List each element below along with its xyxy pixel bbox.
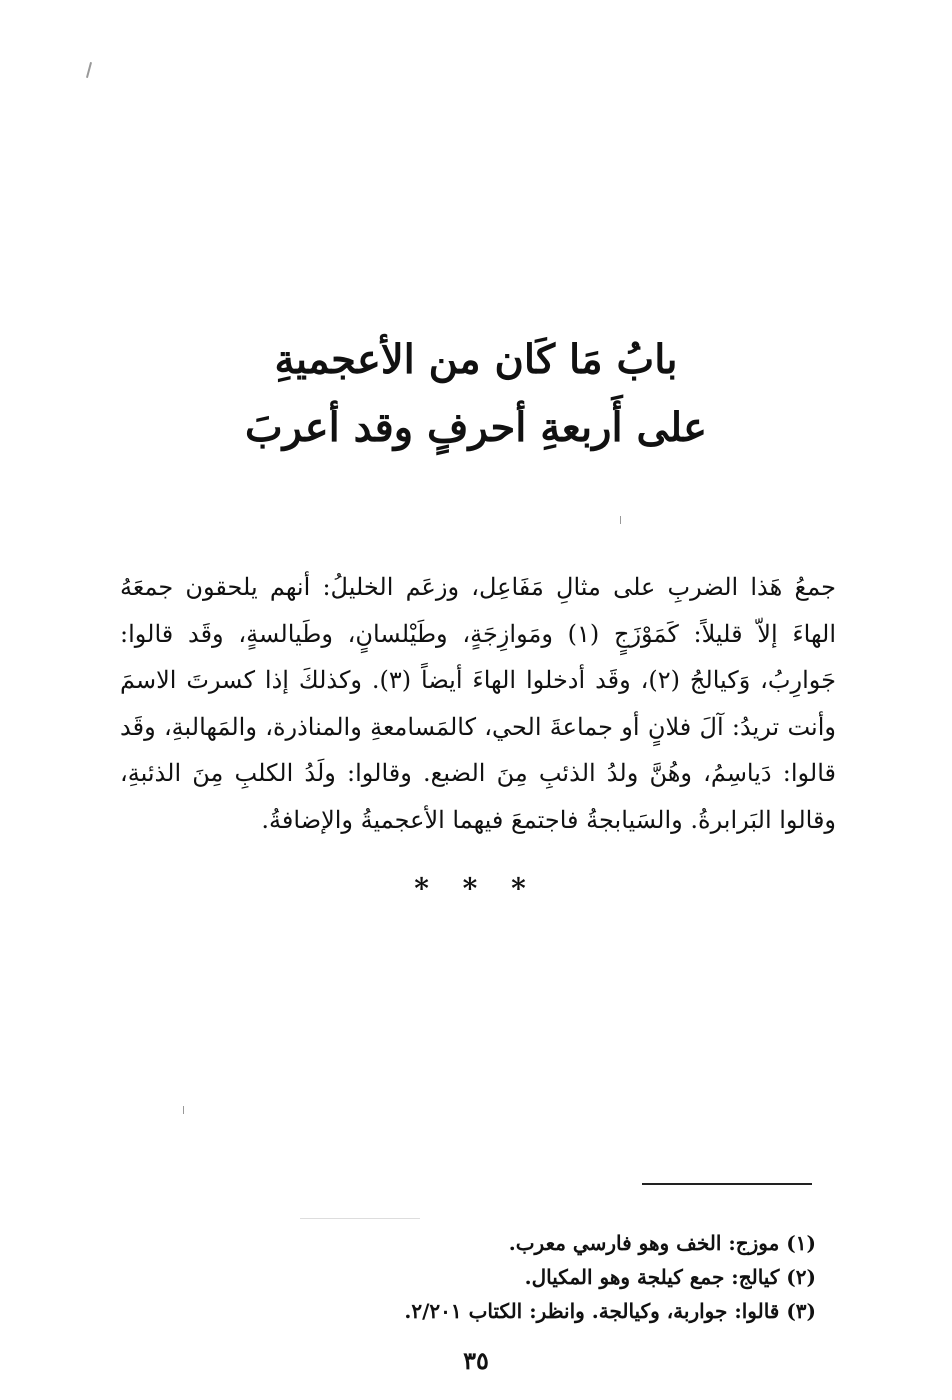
chapter-title-line-2: على أَربعةِ أحرفٍ وقد أعربَ xyxy=(245,404,707,451)
page-number: ٣٥ xyxy=(463,1346,489,1375)
chapter-title-line-1: بابُ مَا كَان من الأعجميةِ xyxy=(274,336,678,383)
body-paragraph: جمعُ هَذا الضربِ على مثالِ مَفَاعِل، وزعَم الخليلُ: أنهم يلحقون جمعَهُ الهاءَ إلاّ قليلاً: كَمَوْزَجٍ (١) ومَوازِجَةٍ، وطَيْلسانٍ، وطَيالسةٍ، وقَد قالوا: جَوارِبُ، وَكيالجُ (٢)، وقَد أدخلوا الهاءَ أيضاً (٣). وكذلكَ إذا كسرتَ الاسمَ وأنت تريدُ: آلَ فلانٍ أو جماعةَ الحي، كالمَسامعةِ والمناذرة، والمَهالبةِ، وقَد قالوا: دَياسِمُ، وهُنَّ ولدُ الذئبِ مِنَ الضبع. وقالوا: ولَدُ الكلبِ مِنَ الذئبةِ، وقالوا البَرابرةُ. والسَيابجةُ فاجتمعَ فيهما الأعجميةُ والإضافةُ. xyxy=(120,573,837,834)
scan-speck xyxy=(183,1106,184,1114)
footnote-1: (١) موزج: الخف وهو فارسي معرب. xyxy=(508,1231,816,1255)
footnote-rule xyxy=(642,1183,812,1185)
section-separator: * * * xyxy=(414,872,538,905)
footnote-2: (٢) كيالج: جمع كيلجة وهو المكيال. xyxy=(524,1265,816,1289)
body-text xyxy=(120,564,836,843)
scan-speck xyxy=(620,516,621,524)
footnotes xyxy=(256,1226,816,1328)
scan-speck xyxy=(86,62,92,78)
footnote-3: (٣) قالوا: جواربة، وكيالجة. وانظر: الكتاب ٢/٢٠١. xyxy=(404,1299,816,1323)
scan-artifact-line xyxy=(300,1218,420,1219)
